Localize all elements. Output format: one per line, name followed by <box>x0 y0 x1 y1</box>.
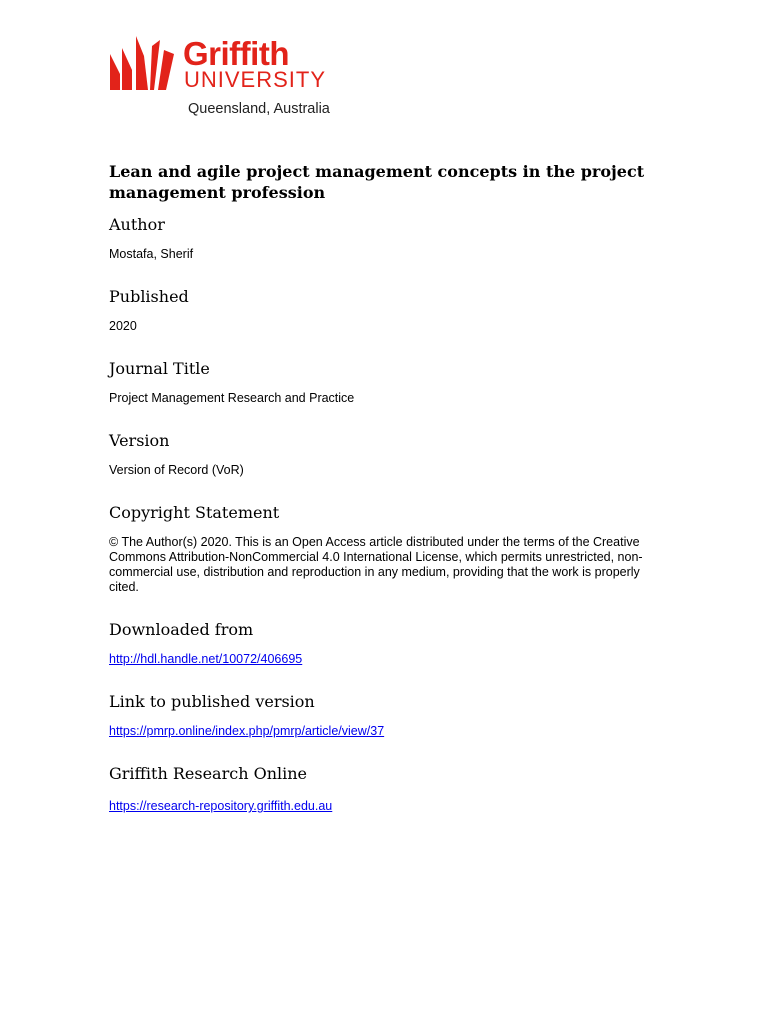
journal-section <box>109 359 654 406</box>
published-version-heading: Link to published version <box>109 692 315 711</box>
copyright-heading: Copyright Statement <box>109 503 280 522</box>
document-title: Lean and agile project management concepts in the project management profession <box>109 162 645 202</box>
logo-location: Queensland, Australia <box>188 101 330 117</box>
author-value: Mostafa, Sherif <box>109 247 194 261</box>
document-body <box>109 161 654 839</box>
repository-section <box>109 764 654 814</box>
journal-value: Project Management Research and Practice <box>109 391 355 405</box>
logo-name: Griffith <box>183 35 289 72</box>
downloaded-section <box>109 620 654 667</box>
author-heading: Author <box>109 215 165 234</box>
journal-heading: Journal Title <box>109 359 210 378</box>
version-heading: Version <box>109 431 170 450</box>
repository-heading: Griffith Research Online <box>109 764 308 783</box>
published-version-link[interactable]: https://pmrp.online/index.php/pmrp/article/view/37 <box>109 724 385 738</box>
published-version-section <box>109 692 654 739</box>
copyright-value: © The Author(s) 2020. This is an Open Access article distributed under the terms of the Creative Commons Attribution-NonCommercial 4.0 International License, which permits unrestricted, non-commercial use, distribution and reproduction in any medium, providing that the work is properly cited. <box>109 535 643 594</box>
version-section <box>109 431 654 478</box>
author-section <box>109 215 654 262</box>
griffith-logo <box>108 36 348 120</box>
logo-subtitle: UNIVERSITY <box>184 67 327 92</box>
published-heading: Published <box>109 287 189 306</box>
downloaded-link[interactable]: http://hdl.handle.net/10072/406695 <box>109 652 303 666</box>
copyright-section <box>109 503 654 595</box>
published-value: 2020 <box>109 319 137 333</box>
version-value: Version of Record (VoR) <box>109 463 244 477</box>
repository-link[interactable]: https://research-repository.griffith.edu.au <box>109 799 333 813</box>
published-section <box>109 287 654 334</box>
griffith-flame-icon <box>108 36 178 92</box>
downloaded-heading: Downloaded from <box>109 620 254 639</box>
